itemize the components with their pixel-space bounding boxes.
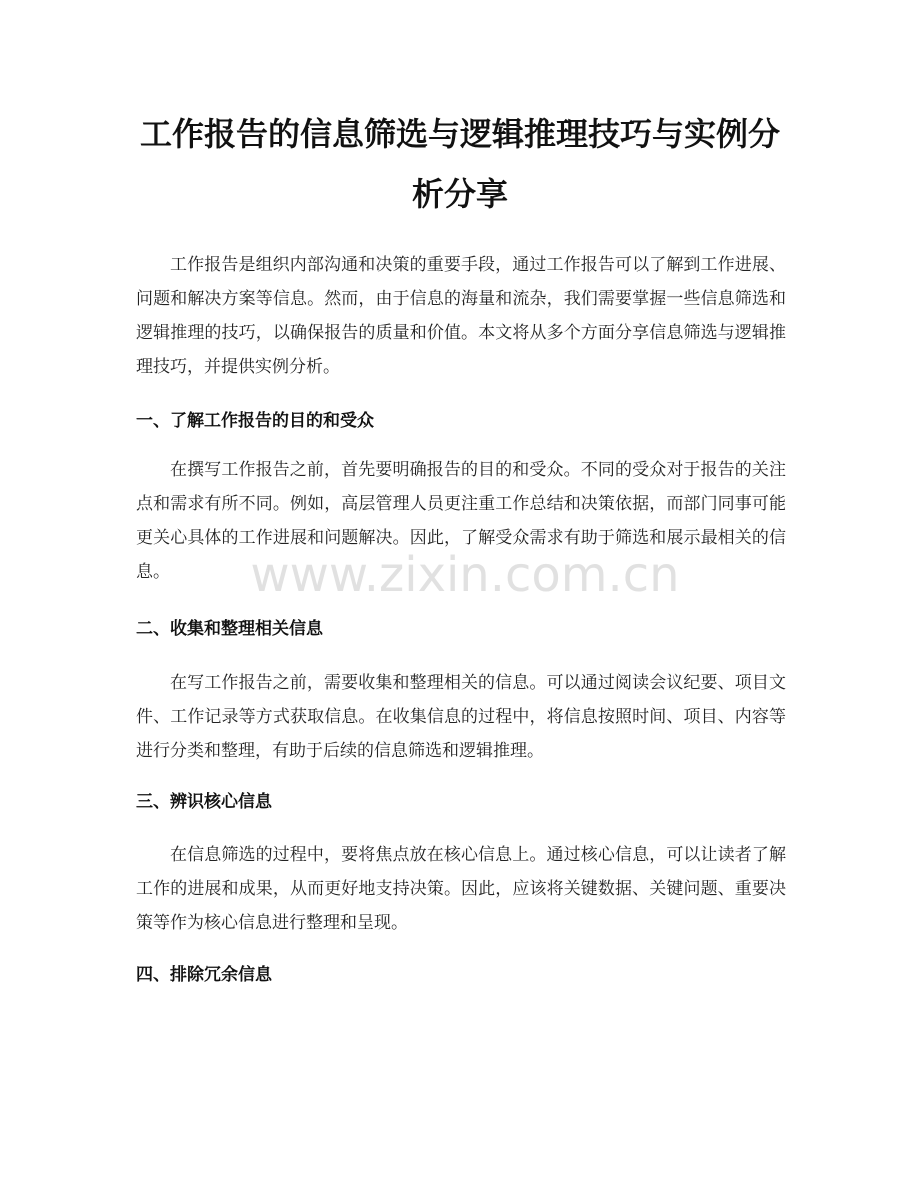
section-body-1: 在撰写工作报告之前，首先要明确报告的目的和受众。不同的受众对于报告的关注点和需求有所不同。例如，高层管理人员更注重工作总结和决策依据，而部门同事可能更关心具体的工作进展和问题解决。因此，了解受众需求有助于筛选和展示最相关的信息。 [136,460,786,582]
section-heading-1: 一、了解工作报告的目的和受众 [136,411,374,431]
page-title: 工作报告的信息筛选与逻辑推理技巧与实例分析分享 [139,115,780,213]
intro-paragraph: 工作报告是组织内部沟通和决策的重要手段，通过工作报告可以了解到工作进展、问题和解决方案等信息。然而，由于信息的海量和流杂，我们需要掌握一些信息筛选和逻辑推理的技巧，以确保报告的质量和价值。本文将从多个方面分享信息筛选与逻辑推理技巧，并提供实例分析。 [136,255,786,377]
section-heading-3: 三、辨识核心信息 [136,792,272,812]
section-body-3: 在信息筛选的过程中，要将焦点放在核心信息上。通过核心信息，可以让读者了解工作的进展和成果，从而更好地支持决策。因此，应该将关键数据、关键问题、重要决策等作为核心信息进行整理和呈现。 [136,845,786,933]
watermark: www.zixin.com.cn [250,547,680,603]
section-body-2: 在写工作报告之前，需要收集和整理相关的信息。可以通过阅读会议纪要、项目文件、工作记录等方式获取信息。在收集信息的过程中，将信息按照时间、项目、内容等进行分类和整理，有助于后续的信息筛选和逻辑推理。 [136,673,786,761]
section-heading-2: 二、收集和整理相关信息 [136,619,323,639]
section-heading-4: 四、排除冗余信息 [136,965,272,985]
